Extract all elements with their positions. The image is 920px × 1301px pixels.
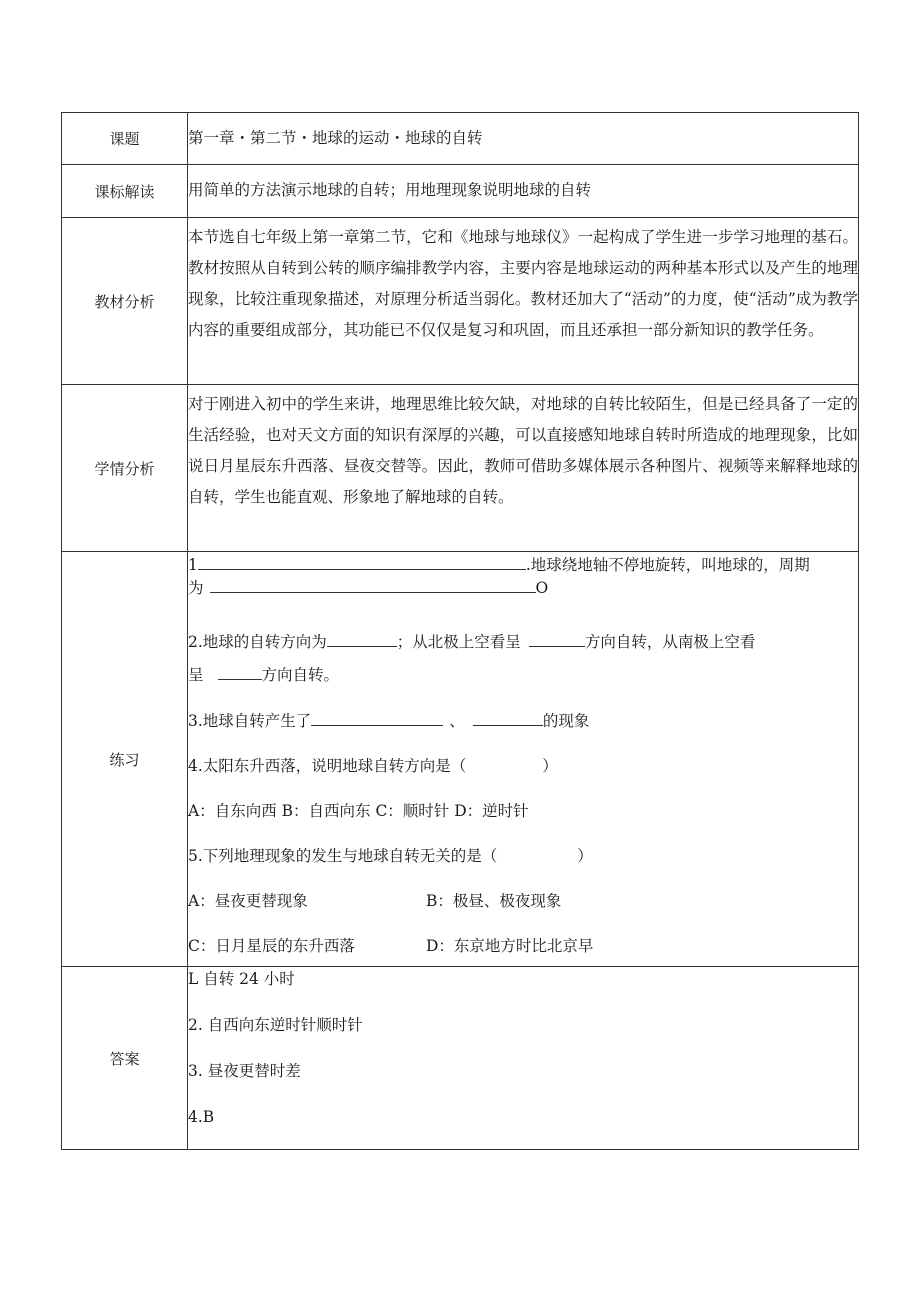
q1-line1: 1 .地球绕地轴不停地旋转，叫地球的，周期: [188, 556, 810, 574]
row-students: [62, 385, 859, 552]
q5-options-row2: C：日月星辰的东升西落 D：东京地方时比北京早: [188, 937, 594, 955]
topic-text: 第一章・第二节・地球的运动・地球的自转: [188, 113, 859, 165]
topic-label: 课题: [62, 113, 188, 165]
standard-text: 用简单的方法演示地球的自转；用地理现象说明地球的自转: [188, 165, 859, 218]
q2-blank-3: [218, 664, 262, 680]
q3-blank-2: [473, 710, 543, 726]
q4-options: A：自东向西 B：自西向东 C：顺时针 D：逆时针: [188, 802, 529, 820]
answer-1: L 自转 24 小时: [188, 970, 295, 988]
q5-options-row1: A：昼夜更替现象 B：极昼、极夜现象: [188, 892, 562, 910]
q1-line2: 为 O: [188, 579, 549, 597]
answer-3: 3. 昼夜更替时差: [188, 1062, 301, 1080]
q2-line2: 呈 方向自转。: [188, 666, 340, 684]
q5: 5.下列地理现象的发生与地球自转无关的是（ ）: [188, 847, 593, 865]
q2-blank-1: [327, 631, 397, 647]
answer-4: 4.B: [188, 1108, 215, 1126]
row-standard: [62, 165, 859, 218]
row-exercise: [62, 552, 859, 967]
q1-blank-1: [198, 554, 526, 570]
standard-label: 课标解读: [62, 165, 188, 218]
lesson-plan-table: [61, 112, 859, 1150]
row-material: [62, 218, 859, 385]
q3-blank-1: [311, 710, 443, 726]
row-answers: [62, 967, 859, 1150]
q2-blank-2: [529, 631, 585, 647]
exercise-content: [188, 552, 859, 967]
students-text: 对于刚进入初中的学生来讲，地理思维比较欠缺，对地球的自转比较陌生，但是已经具备了一定的生活经验，也对天文方面的知识有深厚的兴趣，可以直接感知地球自转时所造成的地理现象，比如说日月星辰东升西落、昼夜交替等。因此，教师可借助多媒体展示各种图片、视频等来解释地球的自转，学生也能直观、形象地了解地球的自转。: [188, 385, 859, 552]
q1-blank-2: [210, 577, 536, 593]
exercise-label: 练习: [62, 552, 188, 967]
students-label: 学情分析: [62, 385, 188, 552]
answers-label: 答案: [62, 967, 188, 1150]
row-topic: [62, 113, 859, 165]
q3: 3.地球自转产生了 、 的现象: [188, 712, 590, 730]
q2-line1: 2.地球的自转方向为 ；从北极上空看呈 方向自转，从南极上空看: [188, 633, 756, 651]
answers-content: [188, 967, 859, 1150]
q4: 4.太阳东升西落，说明地球自转方向是（ ）: [188, 757, 558, 775]
material-text: 本节选自七年级上第一章第二节，它和《地球与地球仪》一起构成了学生进一步学习地理的基石。教材按照从自转到公转的顺序编排教学内容，主要内容是地球运动的两种基本形式以及产生的地理现象，比较注重现象描述，对原理分析适当弱化。教材还加大了“活动”的力度，使“活动”成为教学内容的重要组成部分，其功能已不仅仅是复习和巩固，而且还承担一部分新知识的教学任务。: [188, 218, 859, 385]
answer-2: 2. 自西向东逆时针顺时针: [188, 1016, 363, 1034]
material-label: 教材分析: [62, 218, 188, 385]
